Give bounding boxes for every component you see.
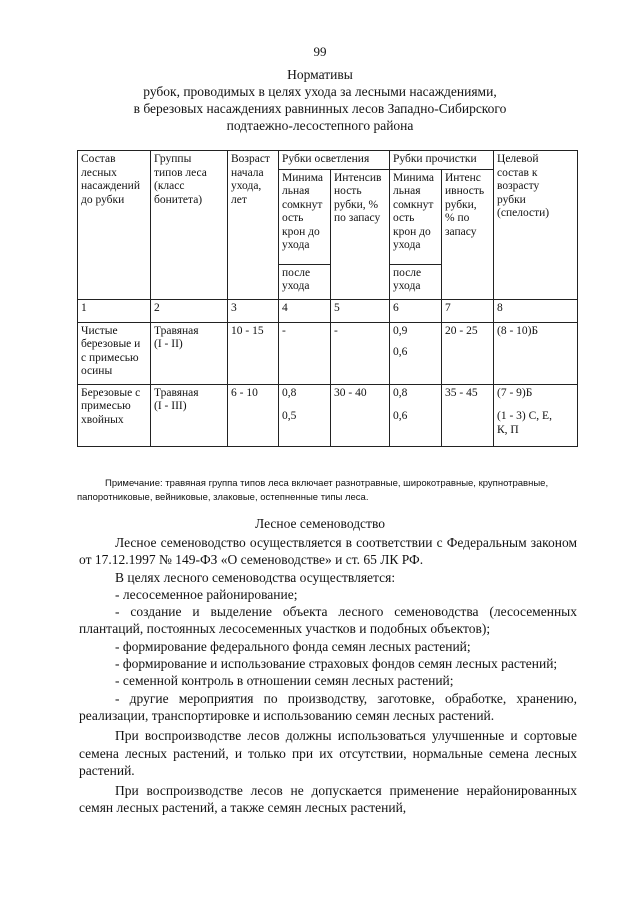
table-row (78, 384, 578, 446)
header-thinning-cuts: Рубки прочистки (390, 151, 494, 170)
cell-target (494, 384, 578, 446)
closure-after: 0,6 (393, 410, 408, 422)
cell-clearing-closure (279, 384, 331, 446)
closure-after: 0,6 (393, 346, 408, 358)
header-clearing-cuts: Рубки осветления (279, 151, 390, 170)
document-title (0, 66, 640, 134)
column-number: 6 (390, 299, 442, 322)
cell-target: (8 - 10)Б (494, 322, 578, 384)
paragraph: Лесное семеноводство осуществляется в соответствии с Федеральным законом от 17.12.1997 № 149-ФЗ «О семеноводстве» и ст. 65 ЛК РФ. (79, 535, 577, 568)
column-number: 5 (331, 299, 390, 322)
note-text: Примечание: травяная группа типов леса включает разнотравные, широкотравные, крупнотравные, папоротниковые, вейниковые, злаковые, остепненные типы леса. (77, 478, 549, 503)
section-title: Лесное семеноводство (255, 516, 385, 531)
paragraph: При воспроизводстве лесов не допускается применение нерайонированных семян лесных растений, а также семян лесных растений, (79, 783, 577, 816)
column-number-row (78, 299, 578, 322)
cell-clearing-intensity: 30 - 40 (331, 384, 390, 446)
table-row (78, 322, 578, 384)
target-admixture: (1 - 3) С, Е, К, П (497, 410, 552, 436)
cell-forest-type: Травяная (I - III) (151, 384, 228, 446)
norms-table (77, 150, 578, 447)
cell-age: 6 - 10 (228, 384, 279, 446)
column-number: 3 (228, 299, 279, 322)
cell-thinning-closure (390, 384, 442, 446)
header-after-care-2: после ухода (390, 264, 442, 299)
header-forest-type: Группы типов леса (класс бонитета) (151, 151, 228, 300)
closure-before: 0,9 (393, 324, 408, 337)
cell-clearing-closure: - (279, 322, 331, 384)
list-item: - семенной контроль в отношении семян лесных растений; (115, 673, 454, 689)
paragraph: При воспроизводстве лесов должны использоваться улучшенные и сортовые семена лесных растений, и только при их отсутствии, нормальные семена лесных растений. (79, 728, 577, 778)
column-number: 4 (279, 299, 331, 322)
column-number: 7 (442, 299, 494, 322)
cell-clearing-intensity: - (331, 322, 390, 384)
header-composition: Состав лесных насаждений до рубки (78, 151, 151, 300)
closure-before: 0,8 (393, 386, 408, 399)
title-line-1: Нормативы (287, 67, 353, 82)
cell-forest-type: Травяная (I - II) (151, 322, 228, 384)
cell-thinning-intensity: 20 - 25 (442, 322, 494, 384)
cell-composition: Березовые с примесью хвойных (78, 384, 151, 446)
page-number: 99 (313, 44, 327, 59)
list-item: - другие мероприятия по производству, заготовке, обработке, хранению, реализации, транспортировке и использованию семян лесных растений. (79, 690, 577, 723)
table-note (77, 477, 577, 505)
closure-after: 0,5 (282, 410, 297, 422)
header-min-closure: Минима льная сомкнут ость крон до ухода (279, 169, 331, 264)
closure-before: 0,8 (282, 386, 297, 399)
list-item: - создание и выделение объекта лесного семеноводства (лесосеменных плантаций, постоянных лесосеменных участков и подобных объектов); (79, 604, 577, 637)
cell-thinning-intensity: 35 - 45 (442, 384, 494, 446)
header-min-closure-2: Минима льная сомкнут ость крон до ухода (390, 169, 442, 264)
title-line-3: в березовых насаждениях равнинных лесов Западно-Сибирского (133, 101, 507, 116)
header-intensity: Интенсив ность рубки, % по запасу (331, 169, 390, 299)
list-item: - формирование и использование страховых фондов семян лесных растений; (115, 656, 558, 672)
column-number: 8 (494, 299, 578, 322)
header-intensity-2: Интенс ивность рубки, % по запасу (442, 169, 494, 299)
header-target-composition: Целевой состав к возрасту рубки (спелости) (494, 151, 578, 300)
cell-thinning-closure (390, 322, 442, 384)
cell-composition: Чистые березовые и с примесью осины (78, 322, 151, 384)
body-text (79, 534, 577, 817)
column-number: 2 (151, 299, 228, 322)
title-line-2: рубок, проводимых в целях ухода за лесными насаждениями, (143, 84, 497, 99)
cell-age: 10 - 15 (228, 322, 279, 384)
header-after-care: после ухода (279, 264, 331, 299)
list-item: - формирование федерального фонда семян лесных растений; (115, 638, 471, 654)
title-line-4: подтаежно-лесостепного района (226, 118, 414, 133)
target-main: (7 - 9)Б (497, 386, 533, 399)
column-number: 1 (78, 299, 151, 322)
paragraph: В целях лесного семеноводства осуществляется: (115, 569, 396, 585)
list-item: - лесосеменное районирование; (115, 586, 298, 602)
header-age-start: Возраст начала ухода, лет (228, 151, 279, 300)
